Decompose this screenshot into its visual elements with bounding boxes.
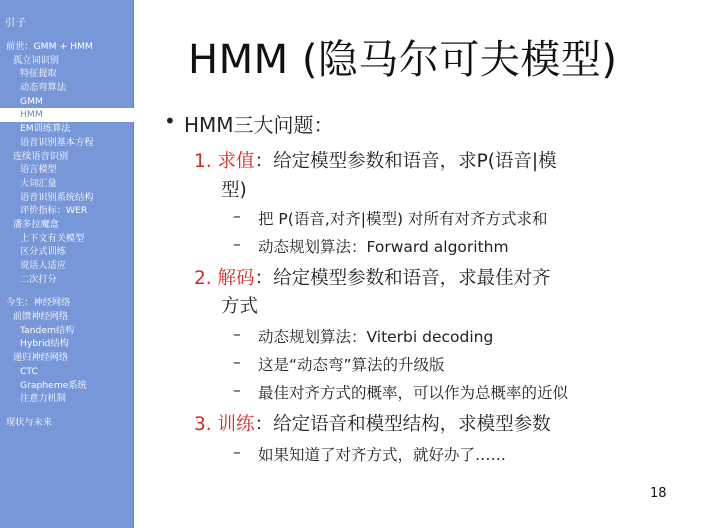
slide-canvas <box>134 0 705 528</box>
page-number: 18 <box>650 486 667 501</box>
outline-item[interactable]: 语音识别基本方程 <box>20 136 94 148</box>
problem-2 <box>194 264 551 290</box>
outline-item-active[interactable]: HMM <box>0 108 134 122</box>
outline-item[interactable]: 前馈神经网络 <box>13 311 69 323</box>
outline-item[interactable]: 递归神经网络 <box>13 352 69 364</box>
slide-title: HMM (隐马尔可夫模型) <box>188 37 618 83</box>
problem-3-detail-1: 如果知道了对齐方式，就好办了…… <box>258 446 507 464</box>
main-bullet: HMM三大问题： <box>184 113 334 137</box>
outline-item[interactable]: 动态弯算法 <box>20 82 66 94</box>
outline-item[interactable]: 评价指标：WER <box>20 205 88 217</box>
problem-2-number: 2. <box>194 268 212 289</box>
problem-3-heading: 训练 <box>217 414 255 435</box>
outline-item[interactable]: 现状与未来 <box>6 416 52 428</box>
problem-3 <box>194 410 551 436</box>
outline-item[interactable]: 注意力机制 <box>20 393 66 405</box>
outline-item[interactable]: 孤立词识别 <box>13 54 59 66</box>
outline-item[interactable]: 上下文有关模型 <box>20 232 85 244</box>
dash-icon: – <box>233 235 241 253</box>
outline-item[interactable]: 区分式训练 <box>20 246 66 258</box>
problem-2-detail-1: 动态规划算法：Viterbi decoding <box>258 328 494 346</box>
problem-1-detail-2: 动态规划算法：Forward algorithm <box>258 238 509 256</box>
outline-item[interactable]: 语音识别系统结构 <box>20 191 94 203</box>
outline-item[interactable]: 前世：GMM + HMM <box>6 41 93 52</box>
dash-icon: – <box>233 353 241 371</box>
outline-item[interactable]: 说话人适应 <box>20 260 66 271</box>
dash-icon: – <box>233 207 241 225</box>
problem-3-text: ：给定语音和模型结构，求模型参数 <box>254 414 551 435</box>
outline-item[interactable]: 连续语音识别 <box>13 150 69 162</box>
dash-icon: – <box>233 381 241 399</box>
dash-icon: – <box>233 325 241 343</box>
problem-1-text-cont: 型) <box>221 180 247 201</box>
outline-item[interactable]: 语言模型 <box>20 164 57 176</box>
problem-2-heading: 解码 <box>217 268 255 289</box>
outline-item[interactable]: Tandem结构 <box>20 324 75 336</box>
problem-2-text-cont: 方式 <box>221 296 259 317</box>
problem-1-number: 1. <box>194 151 212 172</box>
sidebar-title: 引子 <box>5 18 27 29</box>
problem-1 <box>194 147 557 173</box>
problem-1-text: ：给定模型参数和语音，求P(语音|模 <box>254 151 557 172</box>
dash-icon: – <box>233 443 241 461</box>
problem-1-heading: 求值 <box>217 151 255 172</box>
problem-2-text: ：给定模型参数和语音，求最佳对齐 <box>254 268 551 289</box>
problem-2-detail-3: 最佳对齐方式的概率，可以作为总概率的近似 <box>258 384 569 402</box>
problem-1-detail-1: 把 P(语音,对齐|模型) 对所有对齐方式求和 <box>258 210 548 228</box>
outline-item[interactable]: Hybrid结构 <box>20 338 69 350</box>
outline-item[interactable]: 大词汇量 <box>20 177 57 189</box>
outline-item[interactable]: 二次打分 <box>20 273 57 285</box>
outline-item[interactable]: 特征提取 <box>20 68 57 80</box>
outline-item[interactable]: 潘多拉魔盒 <box>13 218 59 230</box>
outline-item[interactable]: Grapheme系统 <box>20 379 87 391</box>
outline-item[interactable]: 今生：神经网络 <box>6 297 71 309</box>
outline-item[interactable]: CTC <box>20 365 38 377</box>
outline-list <box>0 40 134 430</box>
problem-3-number: 3. <box>194 414 212 435</box>
bullet-icon: • <box>164 109 176 133</box>
outline-item[interactable]: EM训练算法 <box>20 123 71 135</box>
problem-2-detail-2: 这是“动态弯”算法的升级版 <box>258 356 445 374</box>
outline-sidebar <box>0 0 134 528</box>
outline-item[interactable]: GMM <box>20 95 43 107</box>
